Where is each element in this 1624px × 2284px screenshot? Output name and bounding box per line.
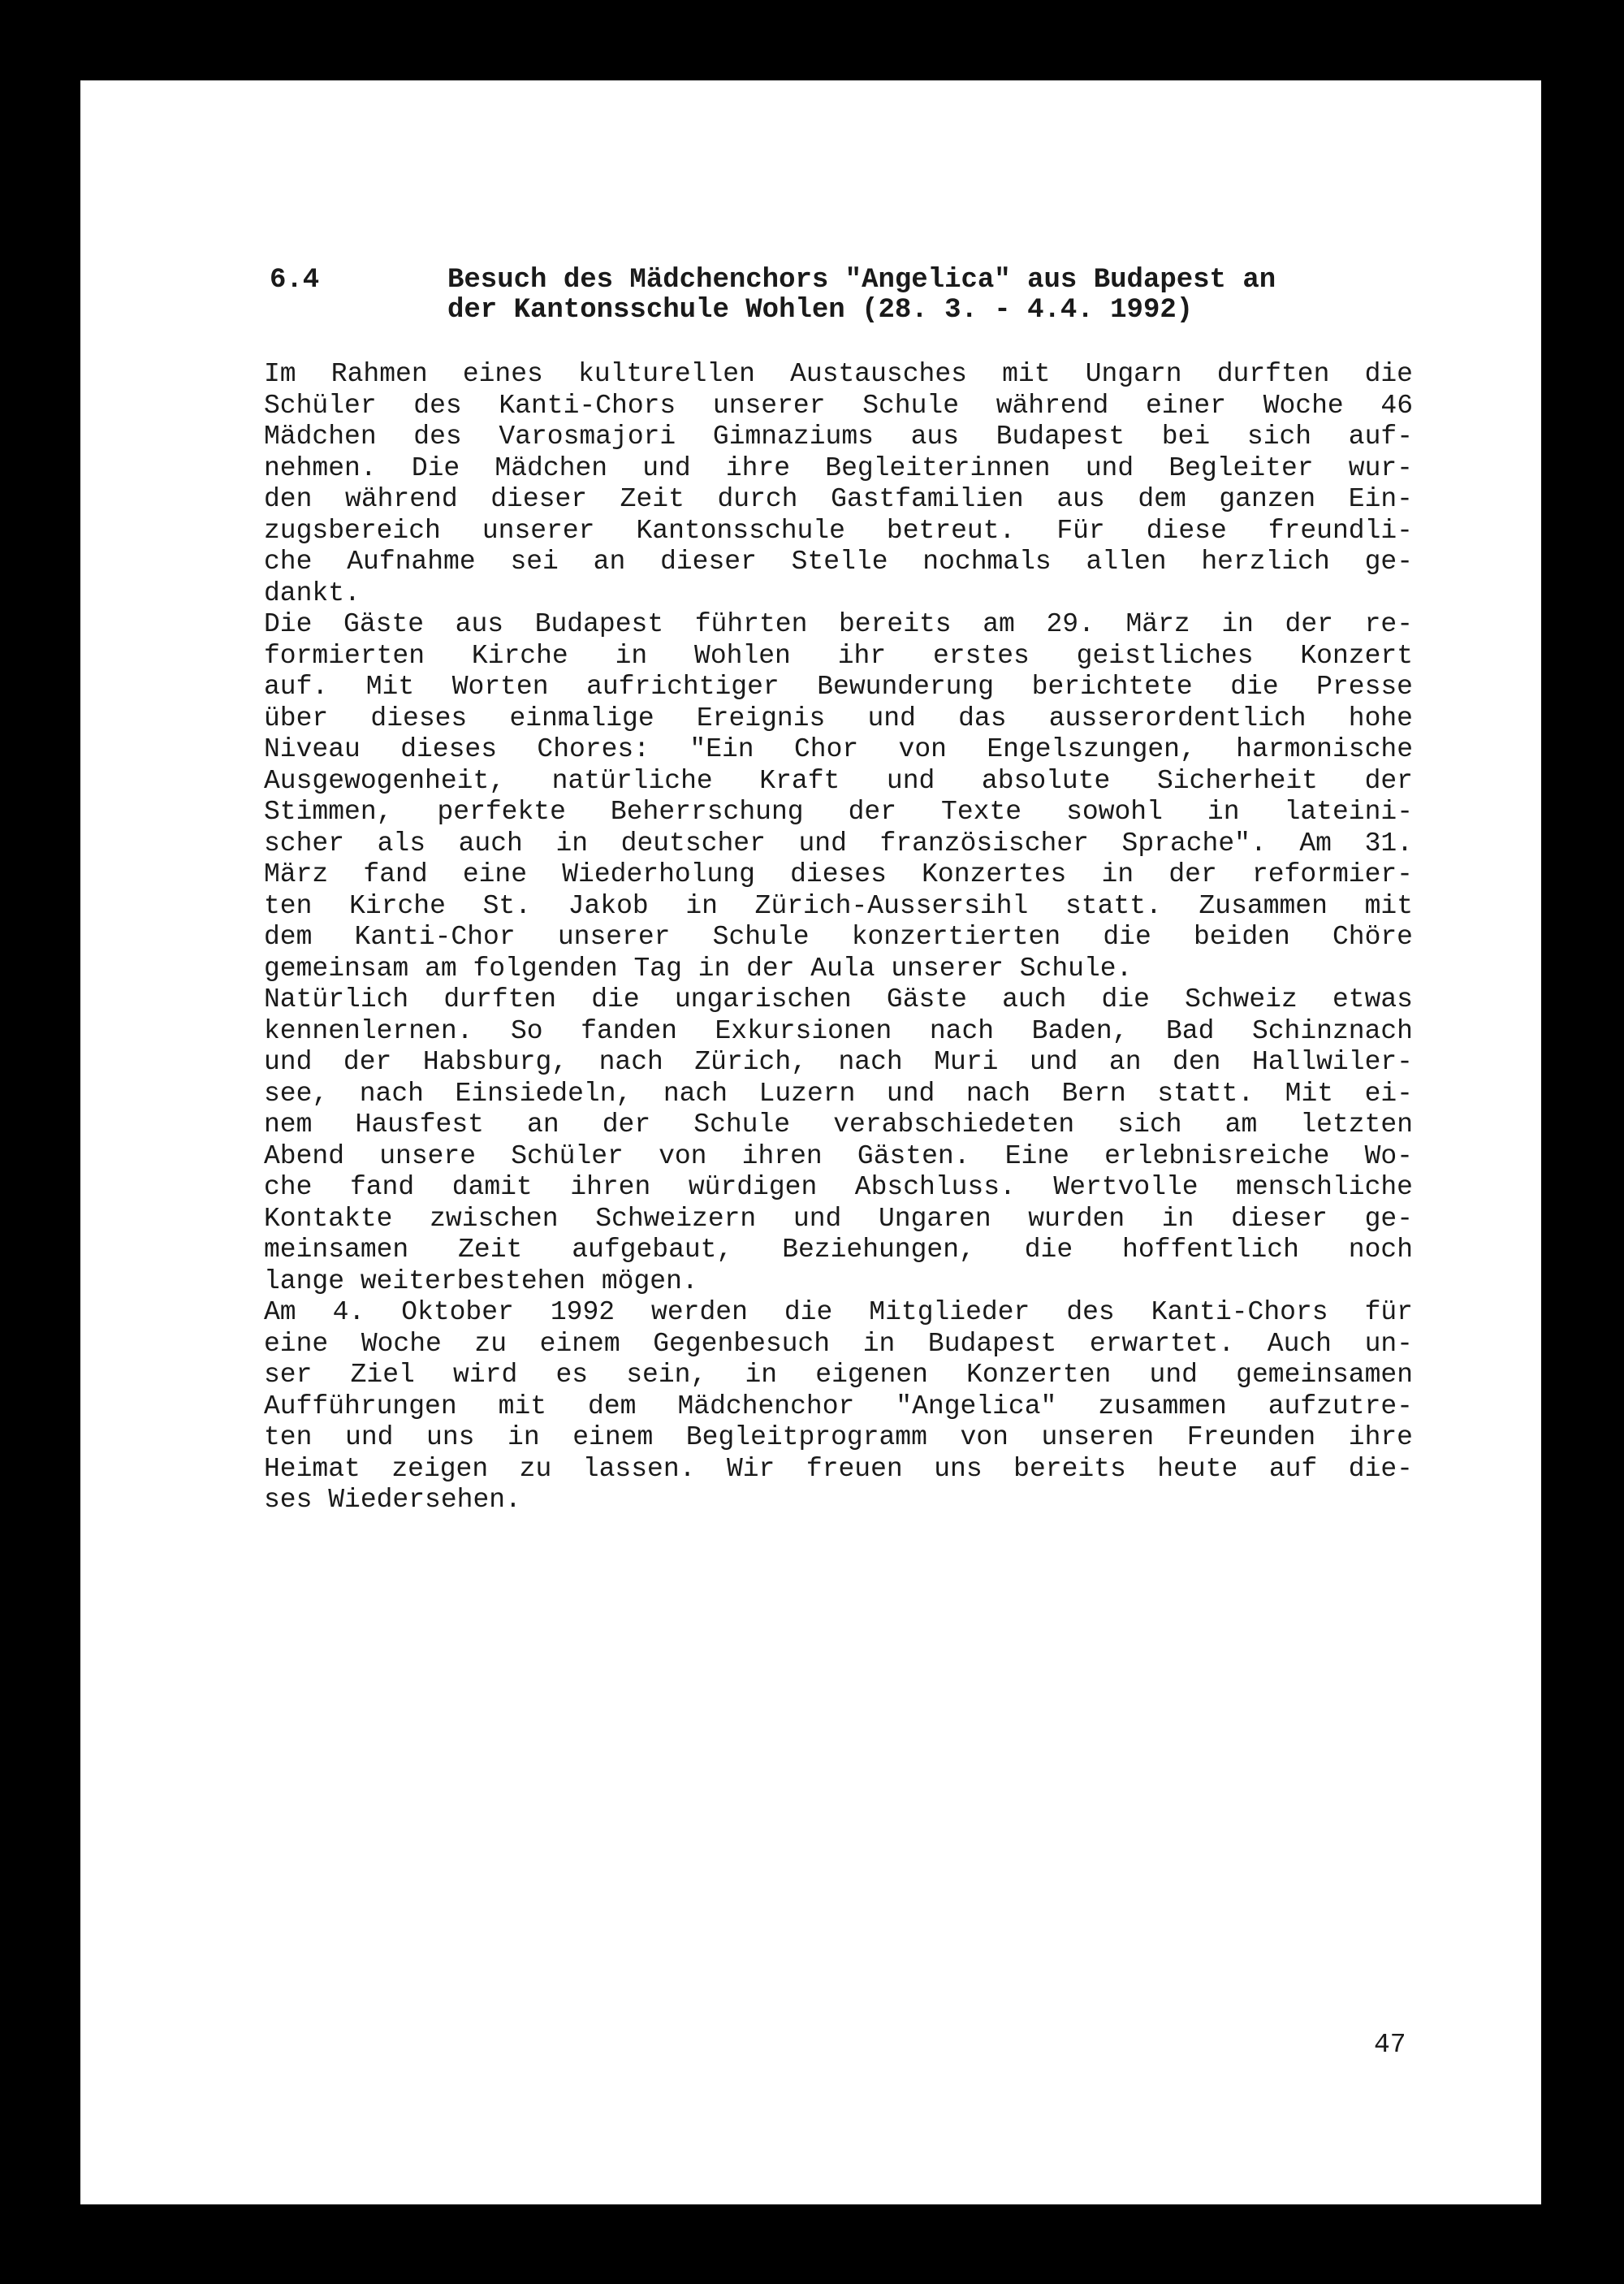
text-line: formierten Kirche in Wohlen ihr erstes geistliches Konzert	[264, 640, 1413, 671]
text-line: Heimat zeigen zu lassen. Wir freuen uns bereits heute auf die-	[264, 1453, 1413, 1484]
text-line: scher als auch in deutscher und französischer Sprache". Am 31.	[264, 828, 1413, 859]
text-line: eine Woche zu einem Gegenbesuch in Budapest erwartet. Auch un-	[264, 1328, 1413, 1359]
text-line: Niveau dieses Chores: "Ein Chor von Engelszungen, harmonische	[264, 734, 1413, 764]
text-line: lange weiterbestehen mögen.	[264, 1265, 698, 1296]
text-line: auf. Mit Worten aufrichtiger Bewunderung berichtete die Presse	[264, 672, 1413, 702]
text-line: see, nach Einsiedeln, nach Luzern und nach Bern statt. Mit ei-	[264, 1078, 1413, 1109]
text-line: che fand damit ihren würdigen Abschluss. Wertvolle menschliche	[264, 1172, 1413, 1202]
text-line: ses Wiedersehen.	[264, 1485, 521, 1515]
text-line: Natürlich durften die ungarischen Gäste auch die Schweiz etwas	[264, 984, 1413, 1014]
section-heading	[447, 266, 1276, 326]
text-line: Mädchen des Varosmajori Gimnaziums aus Budapest bei sich auf-	[264, 422, 1413, 452]
text-line: zugsbereich unserer Kantonsschule betreut. Für diese freundli-	[264, 515, 1413, 546]
text-line: Am 4. Oktober 1992 werden die Mitglieder des Kanti-Chors für	[264, 1297, 1413, 1327]
text-line: Stimmen, perfekte Beherrschung der Texte sowohl in lateini-	[264, 797, 1413, 827]
text-line: Aufführungen mit dem Mädchenchor "Angelica" zusammen aufzutre-	[264, 1391, 1413, 1421]
text-line: Ausgewogenheit, natürliche Kraft und absolute Sicherheit der	[264, 765, 1413, 796]
text-line: und der Habsburg, nach Zürich, nach Muri und an den Hallwiler-	[264, 1047, 1413, 1077]
text-line: Kontakte zwischen Schweizern und Ungaren wurden in dieser ge-	[264, 1203, 1413, 1234]
text-line: gemeinsam am folgenden Tag in der Aula unserer Schule.	[264, 953, 1133, 984]
text-line: den während dieser Zeit durch Gastfamilien aus dem ganzen Ein-	[264, 484, 1413, 514]
text-line: März fand eine Wiederholung dieses Konzertes in der reformier-	[264, 859, 1413, 889]
text-line: Abend unsere Schüler von ihren Gästen. Eine erlebnisreiche Wo-	[264, 1140, 1413, 1171]
section-number: 6.4	[270, 265, 320, 296]
text-line: Schüler des Kanti-Chors unserer Schule während einer Woche 46	[264, 390, 1413, 421]
text-line: kennenlernen. So fanden Exkursionen nach Baden, Bad Schinznach	[264, 1015, 1413, 1046]
text-line: ten und uns in einem Begleitprogramm von unseren Freunden ihre	[264, 1422, 1413, 1452]
text-line: nem Hausfest an der Schule verabschiedeten sich am letzten	[264, 1110, 1413, 1140]
text-line: dem Kanti-Chor unserer Schule konzertierten die beiden Chöre	[264, 922, 1413, 952]
heading-line: Besuch des Mädchenchors "Angelica" aus Budapest an	[447, 265, 1276, 296]
text-line: ser Ziel wird es sein, in eigenen Konzerten und gemeinsamen	[264, 1360, 1413, 1390]
text-line: ten Kirche St. Jakob in Zürich-Aussersihl statt. Zusammen mit	[264, 890, 1413, 921]
text-line: über dieses einmalige Ereignis und das ausserordentlich hohe	[264, 703, 1413, 733]
body-text	[264, 359, 1413, 1516]
document-page	[80, 80, 1541, 2204]
text-line: Im Rahmen eines kulturellen Austausches mit Ungarn durften die	[264, 359, 1413, 389]
text-line: nehmen. Die Mädchen und ihre Begleiterinnen und Begleiter wur-	[264, 452, 1413, 483]
heading-line: der Kantonsschule Wohlen (28. 3. - 4.4. 1992)	[447, 295, 1194, 326]
text-line: Die Gäste aus Budapest führten bereits am 29. März in der re-	[264, 609, 1413, 639]
text-line: dankt.	[264, 577, 361, 608]
text-line: meinsamen Zeit aufgebaut, Beziehungen, die hoffentlich noch	[264, 1235, 1413, 1265]
page-number: 47	[1374, 2030, 1406, 2060]
text-line: che Aufnahme sei an dieser Stelle nochmals allen herzlich ge-	[264, 547, 1413, 577]
